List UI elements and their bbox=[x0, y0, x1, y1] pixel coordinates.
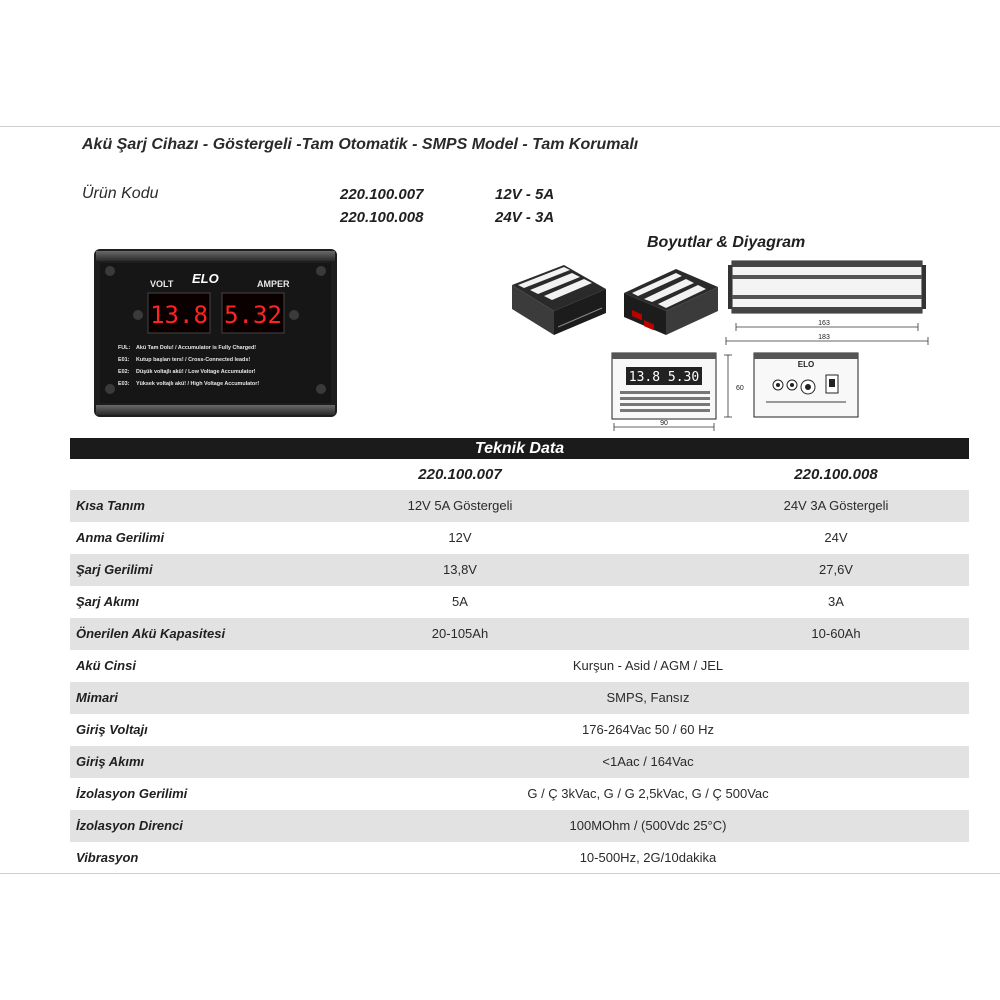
table-row bbox=[70, 522, 969, 554]
front-panel-drawing bbox=[608, 349, 748, 433]
row-label: Şarj Akımı bbox=[76, 594, 140, 609]
msg-code-ful: FUL: bbox=[118, 345, 131, 351]
table-row bbox=[70, 682, 969, 714]
dim-width: 90 bbox=[660, 420, 668, 427]
table-row bbox=[70, 714, 969, 746]
device-brand-logo: ELO bbox=[192, 271, 219, 286]
column-header-2: 220.100.008 bbox=[794, 466, 878, 483]
row-value-1: 12V 5A Göstergeli bbox=[407, 498, 513, 513]
msg-text-ful: Akü Tam Dolu! / Accumulator is Fully Charged! bbox=[136, 345, 257, 351]
row-value-2: 10-60Ah bbox=[811, 626, 861, 641]
dim-length-inner: 163 bbox=[818, 320, 830, 327]
row-label: Önerilen Akü Kapasitesi bbox=[76, 626, 226, 641]
row-value-2: 3A bbox=[828, 594, 844, 609]
row-value-1: 20-105Ah bbox=[431, 626, 489, 641]
row-value-merged: 10-500Hz, 2G/10dakika bbox=[579, 850, 717, 865]
product-code-2: 220.100.008 bbox=[340, 209, 424, 226]
table-column-headers bbox=[70, 459, 969, 490]
row-value-2: 27,6V bbox=[819, 562, 853, 577]
row-label: Kısa Tanım bbox=[76, 498, 145, 513]
table-header: Teknik Data bbox=[70, 438, 969, 459]
table-row bbox=[70, 778, 969, 810]
column-header-1: 220.100.007 bbox=[418, 466, 502, 483]
product-photo bbox=[94, 249, 337, 417]
row-value-1: 5A bbox=[452, 594, 468, 609]
row-value-2: 24V bbox=[824, 530, 848, 545]
msg-text-e03: Yüksek voltajlı akü! / High Voltage Accumulator! bbox=[136, 381, 260, 387]
row-label: İzolasyon Gerilimi bbox=[76, 786, 188, 801]
product-spec-2: 24V - 3A bbox=[495, 209, 555, 226]
datasheet bbox=[0, 126, 1000, 874]
dim-height: 60 bbox=[736, 385, 744, 392]
row-value-merged: <1Aac / 164Vac bbox=[602, 754, 694, 769]
msg-text-e01: Kutup başları ters! / Cross-Connected leads! bbox=[136, 357, 251, 363]
device-3d-view-back bbox=[508, 259, 608, 341]
row-value-merged: SMPS, Fansız bbox=[606, 690, 690, 705]
page-title: Akü Şarj Cihazı - Göstergeli -Tam Otomatik - SMPS Model - Tam Korumalı bbox=[82, 136, 639, 153]
row-value-2: 24V 3A Göstergeli bbox=[783, 498, 889, 513]
row-label: Giriş Voltajı bbox=[76, 722, 148, 737]
volt-display: 13.8 bbox=[150, 301, 208, 329]
table-row bbox=[70, 554, 969, 586]
technical-data-table bbox=[70, 438, 969, 874]
table-row bbox=[70, 586, 969, 618]
row-label: Anma Gerilimi bbox=[76, 530, 165, 545]
product-code-label: Ürün Kodu bbox=[82, 185, 159, 202]
row-label: Vibrasyon bbox=[76, 850, 139, 865]
dimensions-title: Boyutlar & Diyagram bbox=[647, 234, 806, 251]
table-row bbox=[70, 490, 969, 522]
table-row bbox=[70, 650, 969, 682]
product-spec-1: 12V - 5A bbox=[495, 186, 555, 203]
msg-code-e01: E01: bbox=[118, 357, 130, 363]
amper-label: AMPER bbox=[257, 279, 290, 289]
row-value-merged: 100MOhm / (500Vdc 25°C) bbox=[569, 818, 727, 833]
row-value-1: 12V bbox=[448, 530, 472, 545]
product-code-1: 220.100.007 bbox=[340, 186, 424, 203]
device-3d-view-front bbox=[620, 261, 722, 343]
volt-label: VOLT bbox=[150, 279, 174, 289]
table-row bbox=[70, 842, 969, 874]
row-label: Giriş Akımı bbox=[76, 754, 145, 769]
row-label: İzolasyon Direnci bbox=[76, 818, 183, 833]
back-panel-drawing bbox=[752, 351, 862, 421]
amper-display: 5.32 bbox=[224, 301, 282, 329]
dim-length-outer: 183 bbox=[818, 334, 830, 341]
row-value-merged: 176-264Vac 50 / 60 Hz bbox=[581, 722, 715, 737]
row-value-merged: Kurşun - Asid / AGM / JEL bbox=[572, 658, 724, 673]
row-value-merged: G / Ç 3kVac, G / G 2,5kVac, G / Ç 500Vac bbox=[527, 786, 769, 801]
msg-code-e03: E03: bbox=[118, 381, 130, 387]
front-display-reading: 13.8 5.30 bbox=[628, 370, 700, 385]
row-label: Şarj Gerilimi bbox=[76, 562, 153, 577]
row-label: Akü Cinsi bbox=[76, 658, 136, 673]
msg-code-e02: E02: bbox=[118, 369, 130, 375]
table-row bbox=[70, 810, 969, 842]
row-label: Mimari bbox=[76, 690, 118, 705]
table-row bbox=[70, 746, 969, 778]
back-brand-logo: ELO bbox=[797, 360, 815, 369]
table-row bbox=[70, 618, 969, 650]
top-view-drawing bbox=[718, 257, 932, 349]
row-value-1: 13,8V bbox=[443, 562, 477, 577]
msg-text-e02: Düşük voltajlı akü! / Low Voltage Accumulator! bbox=[136, 369, 256, 375]
